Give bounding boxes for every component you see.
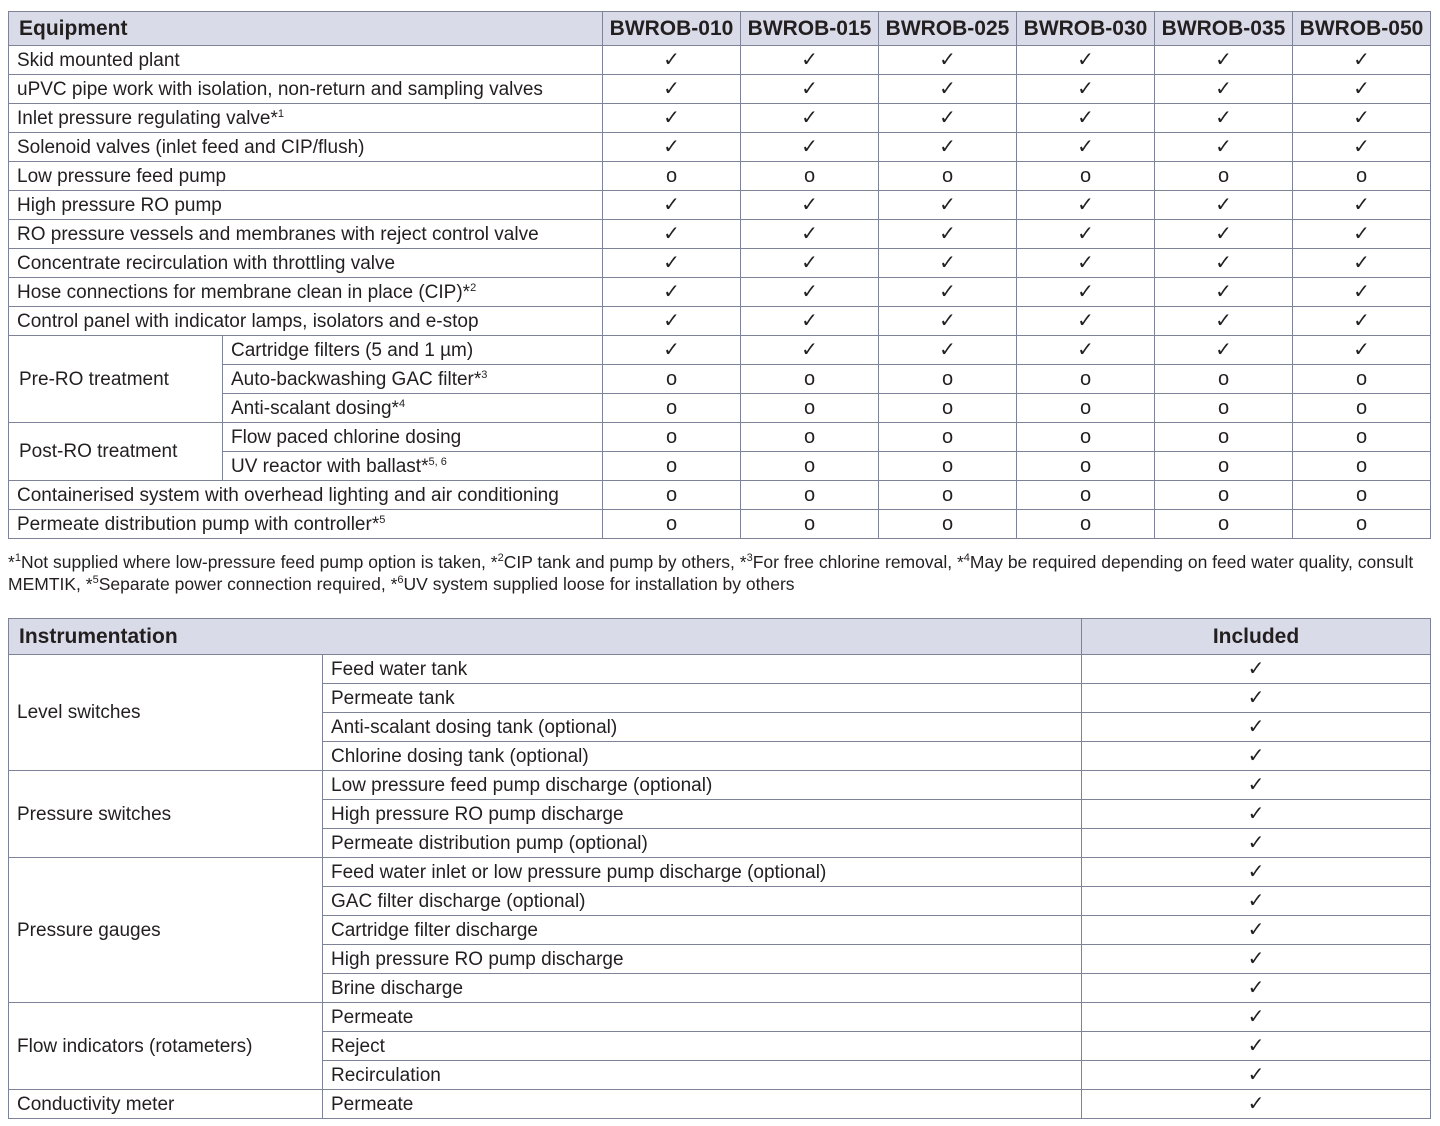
equipment-row [9,104,1431,133]
optional-mark: o [603,452,741,481]
check-mark: ✓ [1293,191,1431,220]
row-label: Skid mounted plant [17,49,180,71]
equipment-row [9,365,1431,394]
check-mark: ✓ [603,133,741,162]
footnote-ref: 2 [470,281,477,294]
check-mark: ✓ [1082,655,1431,684]
instrument-row [9,858,1431,887]
check-mark: ✓ [879,336,1017,365]
check-mark: ✓ [603,307,741,336]
check-mark: ✓ [879,191,1017,220]
check-mark: ✓ [603,104,741,133]
equipment-row [9,278,1431,307]
equipment-row [9,133,1431,162]
footnote-number: 5 [92,574,99,586]
equipment-label [9,75,603,104]
instrument-group-label: Pressure gauges [9,858,323,1003]
check-mark: ✓ [879,133,1017,162]
footnote: *$^2$CIP tank and pump by others, [490,552,740,572]
instrument-label: High pressure RO pump discharge [323,945,1082,974]
row-label: uPVC pipe work with isolation, non-return and sampling valves [17,78,543,100]
instrument-label: Permeate [323,1003,1082,1032]
instrument-label: Permeate tank [323,684,1082,713]
instrument-row [9,1090,1431,1119]
equipment-row [9,220,1431,249]
optional-mark: o [741,452,879,481]
equipment-row [9,423,1431,452]
optional-mark: o [879,423,1017,452]
optional-mark: o [603,510,741,539]
footnote-number: 1 [14,552,21,564]
check-mark: ✓ [1017,336,1155,365]
optional-mark: o [1017,394,1155,423]
footnote: *$^5$Separate power connection required, [85,574,391,594]
instrument-label: GAC filter discharge (optional) [323,887,1082,916]
instrument-group-label: Pressure switches [9,771,323,858]
check-mark: ✓ [603,75,741,104]
check-mark: ✓ [1082,974,1431,1003]
optional-mark: o [879,394,1017,423]
instrument-row [9,1003,1431,1032]
instrument-row [9,771,1431,800]
instrumentation-header: Instrumentation [9,619,1082,655]
check-mark: ✓ [741,249,879,278]
row-label: Flow paced chlorine dosing [231,426,462,448]
check-mark: ✓ [741,46,879,75]
model-header: BWROB-030 [1017,12,1155,46]
check-mark: ✓ [1017,46,1155,75]
equipment-label [9,133,603,162]
check-mark: ✓ [879,104,1017,133]
check-mark: ✓ [1017,249,1155,278]
optional-mark: o [741,394,879,423]
row-label: Anti-scalant dosing* [231,397,399,419]
model-header: BWROB-025 [879,12,1017,46]
check-mark: ✓ [879,249,1017,278]
footnote-ref: 3 [481,368,488,381]
check-mark: ✓ [603,220,741,249]
optional-mark: o [1017,162,1155,191]
optional-mark: o [603,481,741,510]
optional-mark: o [741,162,879,191]
optional-mark: o [1155,510,1293,539]
equipment-row [9,191,1431,220]
optional-mark: o [1293,452,1431,481]
footnote-number: 3 [746,552,753,564]
footnote: *$^1$Not supplied where low-pressure feed pump option is taken, [8,552,491,572]
check-mark: ✓ [1082,887,1431,916]
instrument-label: Permeate [323,1090,1082,1119]
instrument-label: Brine discharge [323,974,1082,1003]
check-mark: ✓ [1017,75,1155,104]
equipment-header: Equipment [9,12,603,46]
check-mark: ✓ [741,336,879,365]
check-mark: ✓ [1155,191,1293,220]
instrument-label: Anti-scalant dosing tank (optional) [323,713,1082,742]
check-mark: ✓ [1155,133,1293,162]
equipment-label [9,510,603,539]
check-mark: ✓ [1293,75,1431,104]
instrument-group-label: Flow indicators (rotameters) [9,1003,323,1090]
optional-mark: o [603,162,741,191]
check-mark: ✓ [741,220,879,249]
instrument-label: Low pressure feed pump discharge (optional) [323,771,1082,800]
row-label: Hose connections for membrane clean in place (CIP)* [17,281,471,303]
optional-mark: o [1293,394,1431,423]
equipment-row [9,336,1431,365]
optional-mark: o [1293,423,1431,452]
equipment-label [223,365,603,394]
equipment-label [223,336,603,365]
equipment-label [9,104,603,133]
footnote: *$^3$For free chlorine removal, [739,552,957,572]
instrument-label: Permeate distribution pump (optional) [323,829,1082,858]
group-label: Pre-RO treatment [9,336,223,423]
check-mark: ✓ [1293,249,1431,278]
row-label: Control panel with indicator lamps, isolators and e-stop [17,310,479,332]
footnote-number: 6 [397,574,404,586]
equipment-row [9,510,1431,539]
check-mark: ✓ [1017,133,1155,162]
footnote-number: 4 [963,552,970,564]
check-mark: ✓ [1082,829,1431,858]
check-mark: ✓ [879,307,1017,336]
instrument-row [9,655,1431,684]
optional-mark: o [1155,394,1293,423]
instrument-label: Feed water inlet or low pressure pump discharge (optional) [323,858,1082,887]
optional-mark: o [1293,365,1431,394]
equipment-row [9,452,1431,481]
optional-mark: o [1155,481,1293,510]
check-mark: ✓ [1082,1090,1431,1119]
check-mark: ✓ [1017,278,1155,307]
optional-mark: o [1017,365,1155,394]
check-mark: ✓ [1082,945,1431,974]
model-header: BWROB-035 [1155,12,1293,46]
optional-mark: o [1155,452,1293,481]
equipment-label [223,452,603,481]
check-mark: ✓ [1293,220,1431,249]
equipment-label [9,481,603,510]
equipment-label [9,220,603,249]
check-mark: ✓ [1155,307,1293,336]
optional-mark: o [879,452,1017,481]
check-mark: ✓ [1155,220,1293,249]
optional-mark: o [1155,162,1293,191]
optional-mark: o [603,365,741,394]
row-label: Solenoid valves (inlet feed and CIP/flush) [17,136,365,158]
check-mark: ✓ [741,191,879,220]
check-mark: ✓ [1155,336,1293,365]
equipment-label [9,307,603,336]
check-mark: ✓ [1155,249,1293,278]
instrument-group-label: Conductivity meter [9,1090,323,1119]
row-label: UV reactor with ballast* [231,455,429,477]
check-mark: ✓ [1082,1061,1431,1090]
check-mark: ✓ [1293,278,1431,307]
instrumentation-table [8,618,1431,1119]
row-label: Permeate distribution pump with controller* [17,513,380,535]
equipment-header-row [9,12,1431,46]
check-mark: ✓ [1082,771,1431,800]
optional-mark: o [1017,510,1155,539]
check-mark: ✓ [1017,220,1155,249]
check-mark: ✓ [1082,1032,1431,1061]
check-mark: ✓ [1082,916,1431,945]
equipment-row [9,46,1431,75]
instrument-label: Cartridge filter discharge [323,916,1082,945]
equipment-row [9,481,1431,510]
check-mark: ✓ [1082,1003,1431,1032]
optional-mark: o [879,365,1017,394]
optional-mark: o [603,423,741,452]
equipment-label [223,394,603,423]
footnote-ref: 4 [398,397,406,410]
equipment-row [9,307,1431,336]
equipment-label [9,278,603,307]
optional-mark: o [1293,510,1431,539]
check-mark: ✓ [603,278,741,307]
check-mark: ✓ [1155,75,1293,104]
check-mark: ✓ [1293,46,1431,75]
check-mark: ✓ [1293,104,1431,133]
optional-mark: o [741,365,879,394]
check-mark: ✓ [741,104,879,133]
row-label: High pressure RO pump [17,194,222,216]
row-label: RO pressure vessels and membranes with reject control valve [17,223,539,245]
footnotes [8,551,1428,595]
row-label: Concentrate recirculation with throttling valve [17,252,396,274]
equipment-label [9,162,603,191]
optional-mark: o [879,481,1017,510]
footnote-ref: 5, 6 [428,455,447,468]
check-mark: ✓ [1293,336,1431,365]
equipment-label [9,46,603,75]
optional-mark: o [1155,423,1293,452]
check-mark: ✓ [1155,46,1293,75]
group-label: Post-RO treatment [9,423,223,481]
included-header: Included [1082,619,1431,655]
optional-mark: o [879,162,1017,191]
check-mark: ✓ [879,278,1017,307]
check-mark: ✓ [603,46,741,75]
row-label: Inlet pressure regulating valve* [17,107,278,129]
footnote-number: 2 [497,552,504,564]
footnote-ref: 1 [277,107,284,120]
model-header: BWROB-015 [741,12,879,46]
equipment-row [9,249,1431,278]
footnote-ref: 5 [379,513,386,526]
check-mark: ✓ [1082,684,1431,713]
equipment-row [9,394,1431,423]
optional-mark: o [741,423,879,452]
optional-mark: o [603,394,741,423]
optional-mark: o [1155,365,1293,394]
row-label: Auto-backwashing GAC filter* [231,368,482,390]
instrumentation-header-row [9,619,1431,655]
check-mark: ✓ [1155,278,1293,307]
check-mark: ✓ [1017,307,1155,336]
equipment-table [8,11,1431,539]
row-label: Low pressure feed pump [17,165,227,187]
optional-mark: o [879,510,1017,539]
instrument-label: Feed water tank [323,655,1082,684]
optional-mark: o [1017,423,1155,452]
check-mark: ✓ [1155,104,1293,133]
check-mark: ✓ [879,220,1017,249]
check-mark: ✓ [879,46,1017,75]
instrument-label: Recirculation [323,1061,1082,1090]
check-mark: ✓ [603,336,741,365]
optional-mark: o [1293,481,1431,510]
row-label: Cartridge filters (5 and 1 µm) [231,339,474,361]
equipment-row [9,75,1431,104]
optional-mark: o [741,510,879,539]
instrument-label: Chlorine dosing tank (optional) [323,742,1082,771]
optional-mark: o [741,481,879,510]
optional-mark: o [1017,481,1155,510]
check-mark: ✓ [1017,104,1155,133]
footnote: *$^6$UV system supplied loose for installation by others [390,574,795,594]
check-mark: ✓ [603,249,741,278]
check-mark: ✓ [1082,713,1431,742]
check-mark: ✓ [741,133,879,162]
model-header: BWROB-010 [603,12,741,46]
check-mark: ✓ [741,307,879,336]
row-label: Containerised system with overhead lighting and air conditioning [17,484,559,506]
equipment-row [9,162,1431,191]
check-mark: ✓ [1082,800,1431,829]
check-mark: ✓ [1017,191,1155,220]
check-mark: ✓ [741,75,879,104]
check-mark: ✓ [879,75,1017,104]
equipment-label [9,191,603,220]
optional-mark: o [1017,452,1155,481]
check-mark: ✓ [1082,858,1431,887]
model-header: BWROB-050 [1293,12,1431,46]
check-mark: ✓ [1293,307,1431,336]
footnote: *$^4$May be required depending on feed water quality, consult MEMTIK, [8,552,1414,594]
equipment-label [9,249,603,278]
check-mark: ✓ [741,278,879,307]
optional-mark: o [1293,162,1431,191]
instrument-label: High pressure RO pump discharge [323,800,1082,829]
equipment-label [223,423,603,452]
instrument-label: Reject [323,1032,1082,1061]
check-mark: ✓ [1293,133,1431,162]
instrument-group-label: Level switches [9,655,323,771]
check-mark: ✓ [1082,742,1431,771]
check-mark: ✓ [603,191,741,220]
